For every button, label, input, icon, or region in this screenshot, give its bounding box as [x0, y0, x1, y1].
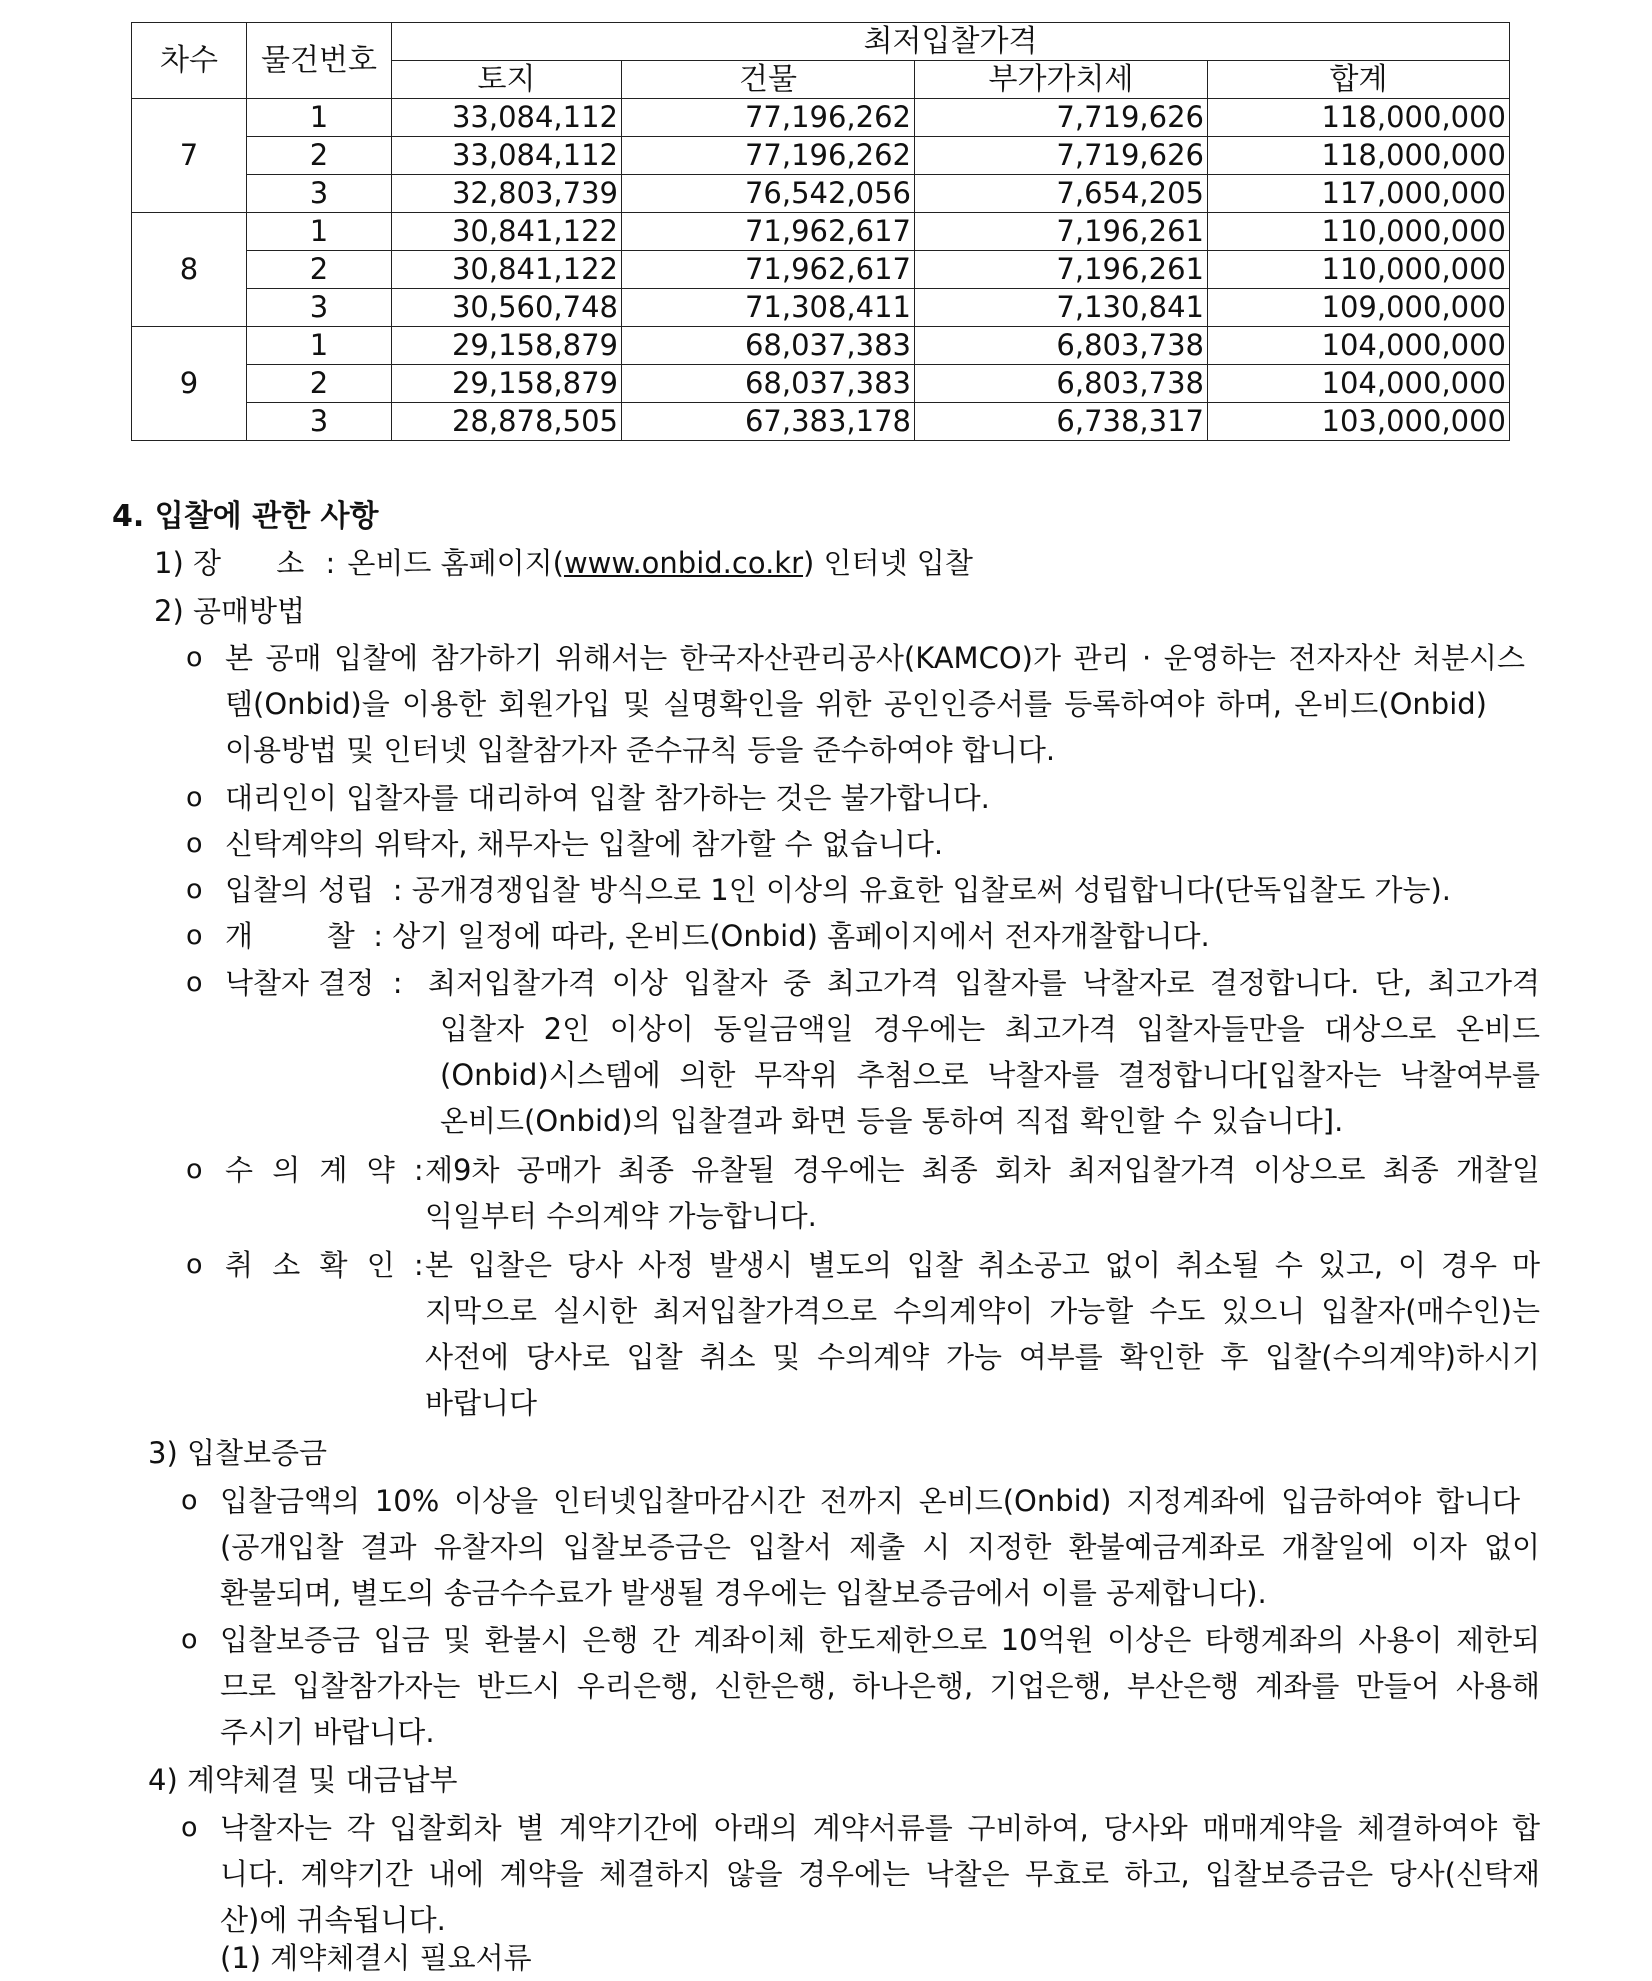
item-no-cell: 1	[247, 327, 392, 365]
total-price-cell: 104,000,000	[1208, 365, 1510, 403]
method-b8-line2: 지막으로 실시한 최저입찰가격으로 수의계약이 가능할 수도 있으니 입찰자(매수인)는	[425, 1294, 1540, 1328]
item-no-cell: 2	[247, 137, 392, 175]
total-price-cell: 110,000,000	[1208, 251, 1510, 289]
vat-cell: 7,196,261	[915, 251, 1208, 289]
table-row	[132, 137, 1510, 175]
total-price-cell: 103,000,000	[1208, 403, 1510, 441]
total-price-cell: 118,000,000	[1208, 99, 1510, 137]
method-b7-label: 수 의 계 약 :	[225, 1153, 424, 1187]
bullet-mark: o	[186, 1154, 203, 1185]
table-row	[132, 99, 1510, 137]
method-b1-line1: 본 공매 입찰에 참가하기 위해서는 한국자산관리공사(KAMCO)가 관리 · 운영하는 전자자산 처분시스	[225, 641, 1525, 675]
deposit-b1-line3: 환불되며, 별도의 송금수수료가 발생될 경우에는 입찰보증금에서 이를 공제합니다).	[220, 1576, 1267, 1610]
round-cell: 9	[132, 327, 247, 441]
method-b6-line1: 최저입찰가격 이상 입찰자 중 최고가격 입찰자를 낙찰자로 결정합니다. 단, 최고가격	[428, 966, 1540, 1000]
method-b8-label: 취 소 확 인 :	[225, 1248, 424, 1282]
method-label: 2) 공매방법	[154, 594, 306, 628]
table-row	[132, 289, 1510, 327]
round-cell: 7	[132, 99, 247, 213]
vat-cell: 7,654,205	[915, 175, 1208, 213]
method-b6-line2: 입찰자 2인 이상이 동일금액일 경우에는 최고가격 입찰자들만을 대상으로 온비드	[440, 1012, 1540, 1046]
item-no-cell: 3	[247, 289, 392, 327]
item-no-cell: 1	[247, 213, 392, 251]
land-price-cell: 29,158,879	[392, 365, 622, 403]
item-no-cell: 3	[247, 175, 392, 213]
place-line	[154, 540, 973, 586]
bullet-mark: o	[186, 782, 203, 813]
method-b8-line4: 바랍니다	[425, 1386, 538, 1420]
building-price-cell: 71,962,617	[622, 251, 915, 289]
deposit-b1-line2: (공개입찰 결과 유찰자의 입찰보증금은 입찰서 제출 시 지정한 환불예금계좌로 개찰일에 이자 없이	[220, 1530, 1540, 1564]
method-b2: 대리인이 입찰자를 대리하여 입찰 참가하는 것은 불가합니다.	[225, 781, 990, 815]
deposit-label: 3) 입찰보증금	[148, 1436, 328, 1470]
vat-cell: 6,803,738	[915, 365, 1208, 403]
total-price-cell: 109,000,000	[1208, 289, 1510, 327]
contract-label: 4) 계약체결 및 대금납부	[148, 1763, 458, 1797]
minimum-bid-price-table	[131, 22, 1510, 441]
place-colon: :	[325, 546, 336, 580]
bullet-mark: o	[186, 1249, 203, 1280]
place-text-after: ) 인터넷 입찰	[803, 546, 973, 580]
item-no-cell: 2	[247, 251, 392, 289]
total-price-cell: 118,000,000	[1208, 137, 1510, 175]
deposit-b2-line3: 주시기 바랍니다.	[220, 1715, 435, 1749]
land-price-cell: 29,158,879	[392, 327, 622, 365]
header-land: 토지	[392, 61, 622, 99]
method-b5: 개 찰 : 상기 일정에 따라, 온비드(Onbid) 홈페이지에서 전자개찰합니다.	[225, 919, 1210, 953]
method-b4: 입찰의 성립 : 공개경쟁입찰 방식으로 1인 이상의 유효한 입찰로써 성립합니다(단독입찰도 가능).	[225, 873, 1452, 907]
table-header-row	[132, 23, 1510, 61]
bullet-mark: o	[181, 1485, 198, 1516]
method-b7-line2: 익일부터 수의계약 가능합니다.	[425, 1199, 817, 1233]
bullet-mark: o	[186, 967, 203, 998]
bullet-mark: o	[181, 1624, 198, 1655]
place-text-before: 온비드 홈페이지(	[347, 546, 564, 580]
method-b6-line3: (Onbid)시스템에 의한 무작위 추첨으로 낙찰자를 결정합니다[입찰자는 낙찰여부를	[440, 1058, 1540, 1092]
vat-cell: 6,738,317	[915, 403, 1208, 441]
building-price-cell: 67,383,178	[622, 403, 915, 441]
deposit-b1-line1: 입찰금액의 10% 이상을 인터넷입찰마감시간 전까지 온비드(Onbid) 지정계좌에 입금하여야 합니다	[220, 1484, 1520, 1518]
vat-cell: 7,130,841	[915, 289, 1208, 327]
table-row	[132, 251, 1510, 289]
land-price-cell: 33,084,112	[392, 137, 622, 175]
table-row	[132, 175, 1510, 213]
method-b3: 신탁계약의 위탁자, 채무자는 입찰에 참가할 수 없습니다.	[225, 827, 944, 861]
building-price-cell: 68,037,383	[622, 365, 915, 403]
method-b7-line1: 제9차 공매가 최종 유찰될 경우에는 최종 회차 최저입찰가격 이상으로 최종 개찰일	[425, 1153, 1540, 1187]
method-b6-line4: 온비드(Onbid)의 입찰결과 화면 등을 통하여 직접 확인할 수 있습니다].	[440, 1104, 1344, 1138]
contract-b1-line3: 산)에 귀속됩니다.	[220, 1903, 446, 1937]
onbid-link[interactable]: www.onbid.co.kr	[563, 546, 804, 580]
item-no-cell: 1	[247, 99, 392, 137]
land-price-cell: 30,841,122	[392, 251, 622, 289]
land-price-cell: 28,878,505	[392, 403, 622, 441]
building-price-cell: 68,037,383	[622, 327, 915, 365]
table-row	[132, 327, 1510, 365]
section-title: 4. 입찰에 관한 사항	[112, 499, 379, 534]
building-price-cell: 71,962,617	[622, 213, 915, 251]
method-b1-line3: 이용방법 및 인터넷 입찰참가자 준수규칙 등을 준수하여야 합니다.	[225, 733, 1056, 767]
method-b1-line2: 템(Onbid)을 이용한 회원가입 및 실명확인을 위한 공인인증서를 등록하여야 하며, 온비드(Onbid)	[225, 687, 1487, 721]
table-body	[132, 99, 1510, 441]
contract-docs-label: (1) 계약체결시 필요서류	[220, 1941, 532, 1975]
contract-b1-line2: 니다. 계약기간 내에 계약을 체결하지 않을 경우에는 낙찰은 무효로 하고, 입찰보증금은 당사(신탁재	[220, 1857, 1540, 1891]
building-price-cell: 77,196,262	[622, 99, 915, 137]
building-price-cell: 76,542,056	[622, 175, 915, 213]
method-b8-line1: 본 입찰은 당사 사정 발생시 별도의 입찰 취소공고 없이 취소될 수 있고, 이 경우 마	[425, 1248, 1540, 1282]
vat-cell: 7,719,626	[915, 99, 1208, 137]
vat-cell: 7,196,261	[915, 213, 1208, 251]
table-row	[132, 365, 1510, 403]
total-price-cell: 104,000,000	[1208, 327, 1510, 365]
land-price-cell: 30,841,122	[392, 213, 622, 251]
land-price-cell: 30,560,748	[392, 289, 622, 327]
header-building: 건물	[622, 61, 915, 99]
header-item-no: 물건번호	[247, 23, 392, 99]
item-no-cell: 2	[247, 365, 392, 403]
method-b8-line3: 사전에 당사로 입찰 취소 및 수의계약 가능 여부를 확인한 후 입찰(수의계약)하시기	[425, 1340, 1540, 1374]
item-no-cell: 3	[247, 403, 392, 441]
deposit-b2-line2: 므로 입찰참가자는 반드시 우리은행, 신한은행, 하나은행, 기업은행, 부산은행 계좌를 만들어 사용해	[220, 1669, 1540, 1703]
building-price-cell: 71,308,411	[622, 289, 915, 327]
bullet-mark: o	[186, 920, 203, 951]
bullet-mark: o	[186, 828, 203, 859]
header-vat: 부가가치세	[915, 61, 1208, 99]
total-price-cell: 110,000,000	[1208, 213, 1510, 251]
place-label: 1) 장 소	[154, 546, 305, 580]
contract-b1-line1: 낙찰자는 각 입찰회차 별 계약기간에 아래의 계약서류를 구비하여, 당사와 매매계약을 체결하여야 합	[220, 1811, 1540, 1845]
vat-cell: 6,803,738	[915, 327, 1208, 365]
land-price-cell: 33,084,112	[392, 99, 622, 137]
table-row	[132, 403, 1510, 441]
round-cell: 8	[132, 213, 247, 327]
land-price-cell: 32,803,739	[392, 175, 622, 213]
table-row	[132, 213, 1510, 251]
vat-cell: 7,719,626	[915, 137, 1208, 175]
building-price-cell: 77,196,262	[622, 137, 915, 175]
method-b6-label: 낙찰자 결정 :	[225, 966, 403, 1000]
deposit-b2-line1: 입찰보증금 입금 및 환불시 은행 간 계좌이체 한도제한으로 10억원 이상은 타행계좌의 사용이 제한되	[220, 1623, 1540, 1657]
header-total: 합계	[1208, 61, 1510, 99]
bullet-mark: o	[186, 642, 203, 673]
bullet-mark: o	[181, 1812, 198, 1843]
header-round: 차수	[132, 23, 247, 99]
total-price-cell: 117,000,000	[1208, 175, 1510, 213]
header-min-price: 최저입찰가격	[392, 23, 1510, 61]
bullet-mark: o	[186, 874, 203, 905]
